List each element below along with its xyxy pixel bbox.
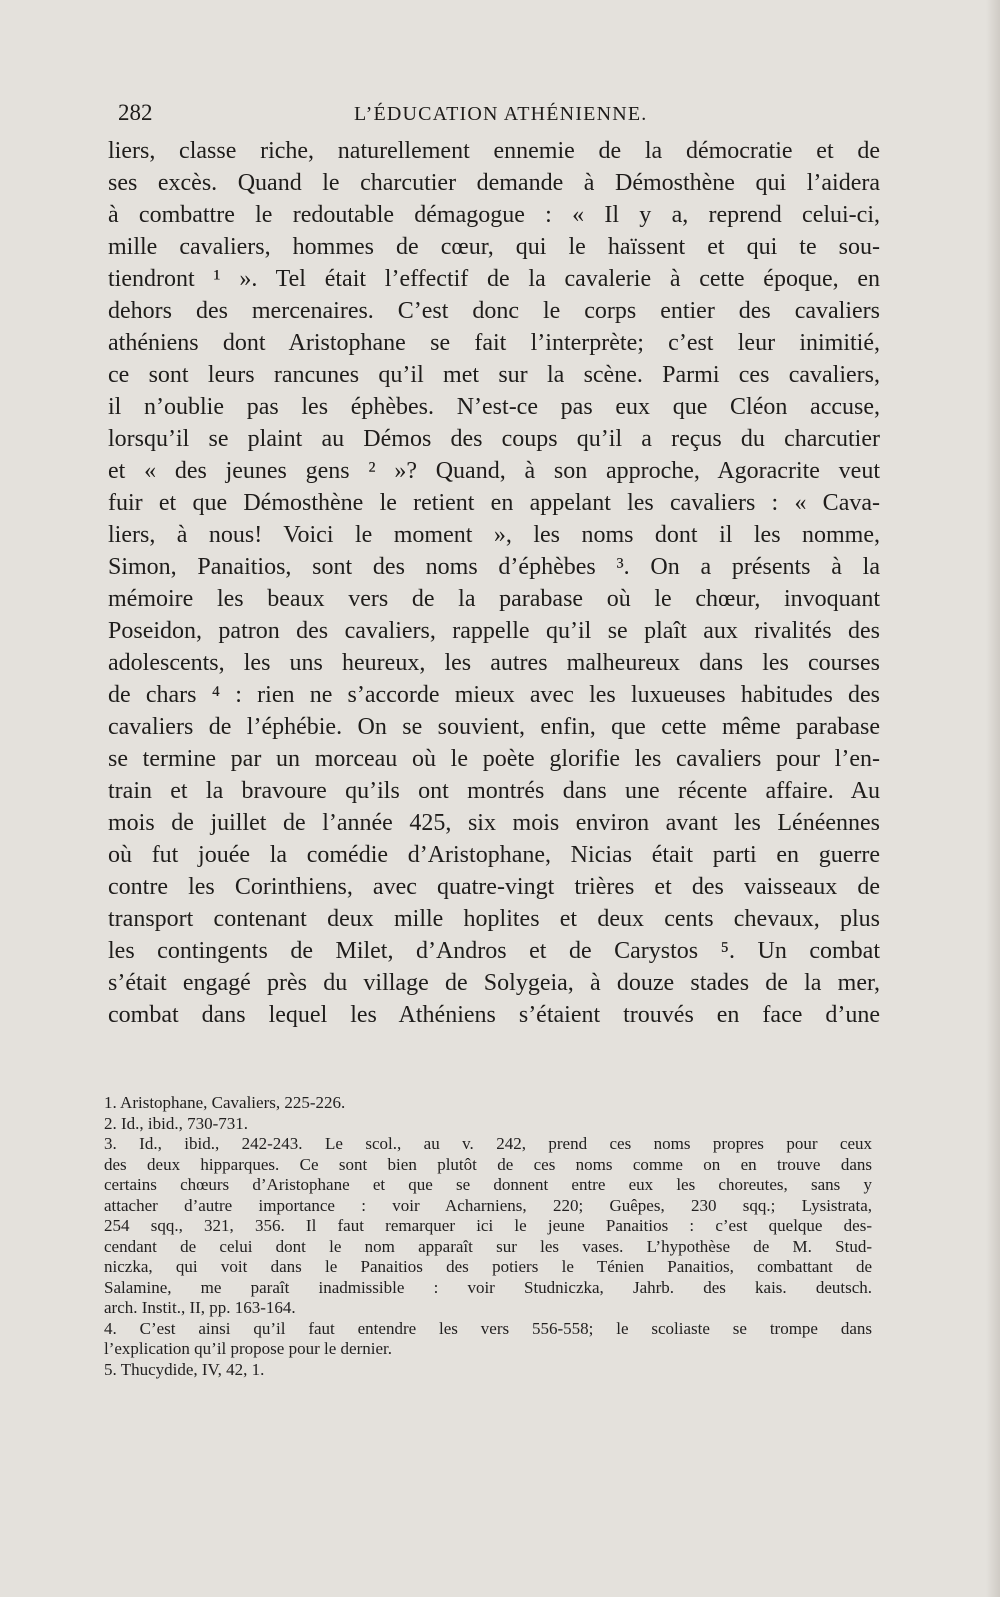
text-line: Simon, Panaitios, sont des noms d’éphèbes ³. On a présents à la — [108, 554, 880, 580]
text-line: il n’oublie pas les éphèbes. N’est-ce pas eux que Cléon accuse, — [108, 394, 880, 420]
text-line: athéniens dont Aristophane se fait l’interprète; c’est leur inimitié, — [108, 330, 880, 356]
footnote-line: certains chœurs d’Aristophane et que se donnent entre eux les choreutes, sans y — [104, 1175, 872, 1194]
page-header — [118, 100, 886, 130]
text-line: transport contenant deux mille hoplites et deux cents chevaux, plus — [108, 906, 880, 932]
text-line: liers, à nous! Voici le moment », les noms dont il les nomme, — [108, 522, 880, 548]
text-line: mille cavaliers, hommes de cœur, qui le haïssent et qui te sou- — [108, 234, 880, 260]
footnote-line: Salamine, me paraît inadmissible : voir Studniczka, Jahrb. des kais. deutsch. — [104, 1277, 872, 1297]
footnote-line: l’explication qu’il propose pour le dernier. — [104, 1339, 392, 1358]
text-line: combat dans lequel les Athéniens s’étaient trouvés en face d’une — [108, 1002, 880, 1028]
text-line: s’était engagé près du village de Solygeia, à douze stades de la mer, — [108, 970, 880, 996]
footnote-5: 5. Thucydide, IV, 42, 1. — [104, 1359, 265, 1379]
text-line: se termine par un morceau où le poète glorifie les cavaliers pour l’en- — [108, 746, 880, 772]
page-edge-shadow — [986, 0, 1000, 1597]
text-line: train et la bravoure qu’ils ont montrés dans une récente affaire. Au — [108, 778, 880, 804]
text-line: lorsqu’il se plaint au Démos des coups qu’il a reçus du charcutier — [108, 426, 880, 452]
text-line: cavaliers de l’éphébie. On se souvient, enfin, que cette même parabase — [108, 714, 880, 740]
text-line: mémoire les beaux vers de la parabase où le chœur, invoquant — [108, 586, 880, 612]
footnote-3: 3. Id., ibid., 242-243. Le scol., au v. 242, prend ces noms propres pour ceux — [104, 1134, 872, 1153]
main-text-block — [108, 135, 880, 1031]
text-line: tiendront ¹ ». Tel était l’effectif de la cavalerie à cette époque, en — [108, 266, 880, 292]
text-line: à combattre le redoutable démagogue : « Il y a, reprend celui-ci, — [108, 202, 880, 228]
footnote-line: arch. Instit., II, pp. 163-164. — [104, 1298, 296, 1317]
footnotes-block — [104, 1093, 872, 1380]
running-title: L’ÉDUCATION ATHÉNIENNE. — [354, 103, 648, 125]
text-line: et « des jeunes gens ² »? Quand, à son approche, Agoracrite veut — [108, 458, 880, 484]
text-line: liers, classe riche, naturellement ennemie de la démocratie et de — [108, 138, 880, 164]
footnote-line: des deux hipparques. Ce sont bien plutôt de ces noms comme on en trouve dans — [104, 1154, 872, 1174]
text-line: contre les Corinthiens, avec quatre-vingt trières et des vaisseaux de — [108, 874, 880, 900]
text-line: mois de juillet de l’année 425, six mois environ avant les Lénéennes — [108, 810, 880, 836]
text-line: dehors des mercenaires. C’est donc le corps entier des cavaliers — [108, 298, 880, 324]
footnote-line: 254 sqq., 321, 356. Il faut remarquer ici le jeune Panaitios : c’est quelque des- — [104, 1216, 872, 1235]
text-line: Poseidon, patron des cavaliers, rappelle qu’il se plaît aux rivalités des — [108, 618, 880, 644]
footnote-2: 2. Id., ibid., 730-731. — [104, 1113, 249, 1133]
text-line: où fut jouée la comédie d’Aristophane, Nicias était parti en guerre — [108, 842, 880, 868]
text-line: les contingents de Milet, d’Andros et de Carystos ⁵. Un combat — [108, 938, 880, 964]
footnote-line: niczka, qui voit dans le Panaitios des potiers le Ténien Panaitios, combattant de — [104, 1257, 872, 1276]
footnote-line: cendant de celui dont le nom apparaît sur les vases. L’hypothèse de M. Stud- — [104, 1236, 872, 1256]
footnote-line: attacher d’autre importance : voir Acharniens, 220; Guêpes, 230 sqq.; Lysistrata, — [104, 1195, 872, 1215]
text-line: adolescents, les uns heureux, les autres malheureux dans les courses — [108, 650, 880, 676]
text-line: ses excès. Quand le charcutier demande à Démosthène qui l’aidera — [108, 170, 880, 196]
footnote-4: 4. C’est ainsi qu’il faut entendre les vers 556-558; le scoliaste se trompe dans — [104, 1318, 872, 1338]
text-line: fuir et que Démosthène le retient en appelant les cavaliers : « Cava- — [108, 490, 880, 516]
footnote-1: 1. Aristophane, Cavaliers, 225-226. — [104, 1093, 346, 1112]
page-number: 282 — [118, 100, 153, 125]
text-line: de chars ⁴ : rien ne s’accorde mieux avec les luxueuses habitudes des — [108, 682, 880, 708]
text-line: ce sont leurs rancunes qu’il met sur la scène. Parmi ces cavaliers, — [108, 362, 880, 388]
